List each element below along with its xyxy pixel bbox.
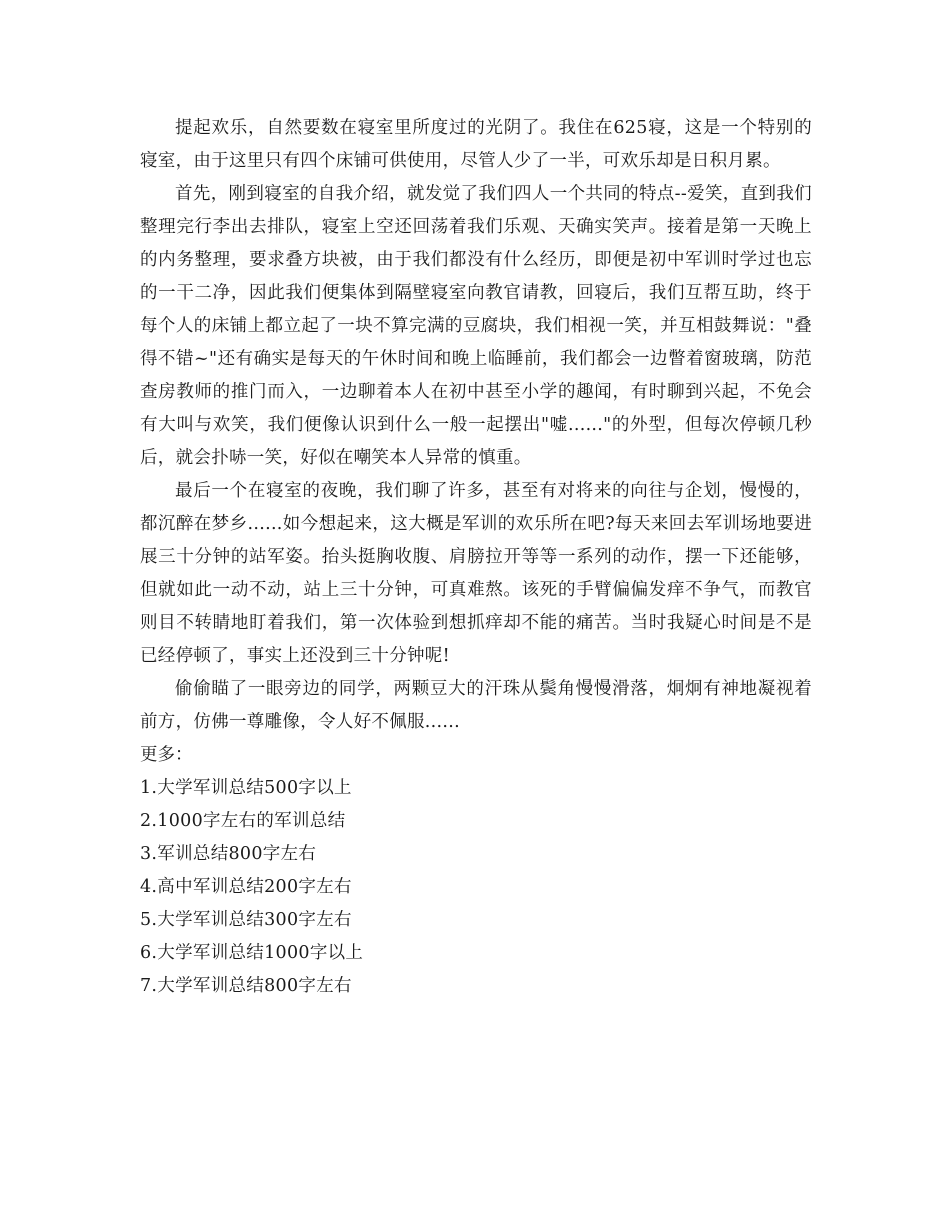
related-link[interactable]: 3.军训总结800字左右 <box>140 844 317 864</box>
related-link[interactable]: 4.高中军训总结200字左右 <box>140 877 352 897</box>
document-body <box>140 112 812 1003</box>
paragraph: 偷偷瞄了一眼旁边的同学，两颗豆大的汗珠从鬓角慢慢滑落，炯炯有神地凝视着前方，仿佛一尊雕像，令人好不佩服...... <box>140 679 812 732</box>
paragraph: 首先，刚到寝室的自我介绍，就发觉了我们四人一个共同的特点--爱笑，直到我们整理完行李出去排队，寝室上空还回荡着我们乐观、天确实笑声。接着是第一天晚上的内务整理，要求叠方块被，由于我们都没有什么经历，即便是初中军训时学过也忘的一干二净，因此我们便集体到隔壁寝室向教官请教，回寝后，我们互帮互助，终于每个人的床铺上都立起了一块不算完满的豆腐块，我们相视一笑，并互相鼓舞说："叠得不错~"还有确实是每天的午休时间和晚上临睡前，我们都会一边瞥着窗玻璃，防范查房教师的推门而入，一边聊着本人在初中甚至小学的趣闻，有时聊到兴起，不免会有大叫与欢笑，我们便像认识到什么一般一起摆出"嘘......"的外型，但每次停顿几秒后，就会扑哧一笑，好似在嘲笑本人异常的慎重。 <box>140 184 812 468</box>
related-link[interactable]: 5.大学军训总结300字左右 <box>140 910 352 930</box>
related-link[interactable]: 1.大学军训总结500字以上 <box>140 778 352 798</box>
paragraph: 最后一个在寝室的夜晚，我们聊了许多，甚至有对将来的向往与企划，慢慢的，都沉醉在梦乡......如今想起来，这大概是军训的欢乐所在吧?每天来回去军训场地要进展三十分钟的站军姿。抬头挺胸收腹、肩膀拉开等等一系列的动作，摆一下还能够，但就如此一动不动，站上三十分钟，可真难熬。该死的手臂偏偏发痒不争气，而教官则目不转睛地盯着我们，第一次体验到想抓痒却不能的痛苦。当时我疑心时间是不是已经停顿了，事实上还没到三十分钟呢! <box>140 481 812 666</box>
related-links-list <box>140 772 812 1003</box>
related-link[interactable]: 7.大学军训总结800字左右 <box>140 976 352 996</box>
paragraph: 提起欢乐，自然要数在寝室里所度过的光阴了。我住在625寝，这是一个特别的寝室，由于这里只有四个床铺可供使用，尽管人少了一半，可欢乐却是日积月累。 <box>140 118 812 171</box>
more-label: 更多： <box>140 745 193 765</box>
related-link[interactable]: 2.1000字左右的军训总结 <box>140 811 346 831</box>
related-link[interactable]: 6.大学军训总结1000字以上 <box>140 943 364 963</box>
